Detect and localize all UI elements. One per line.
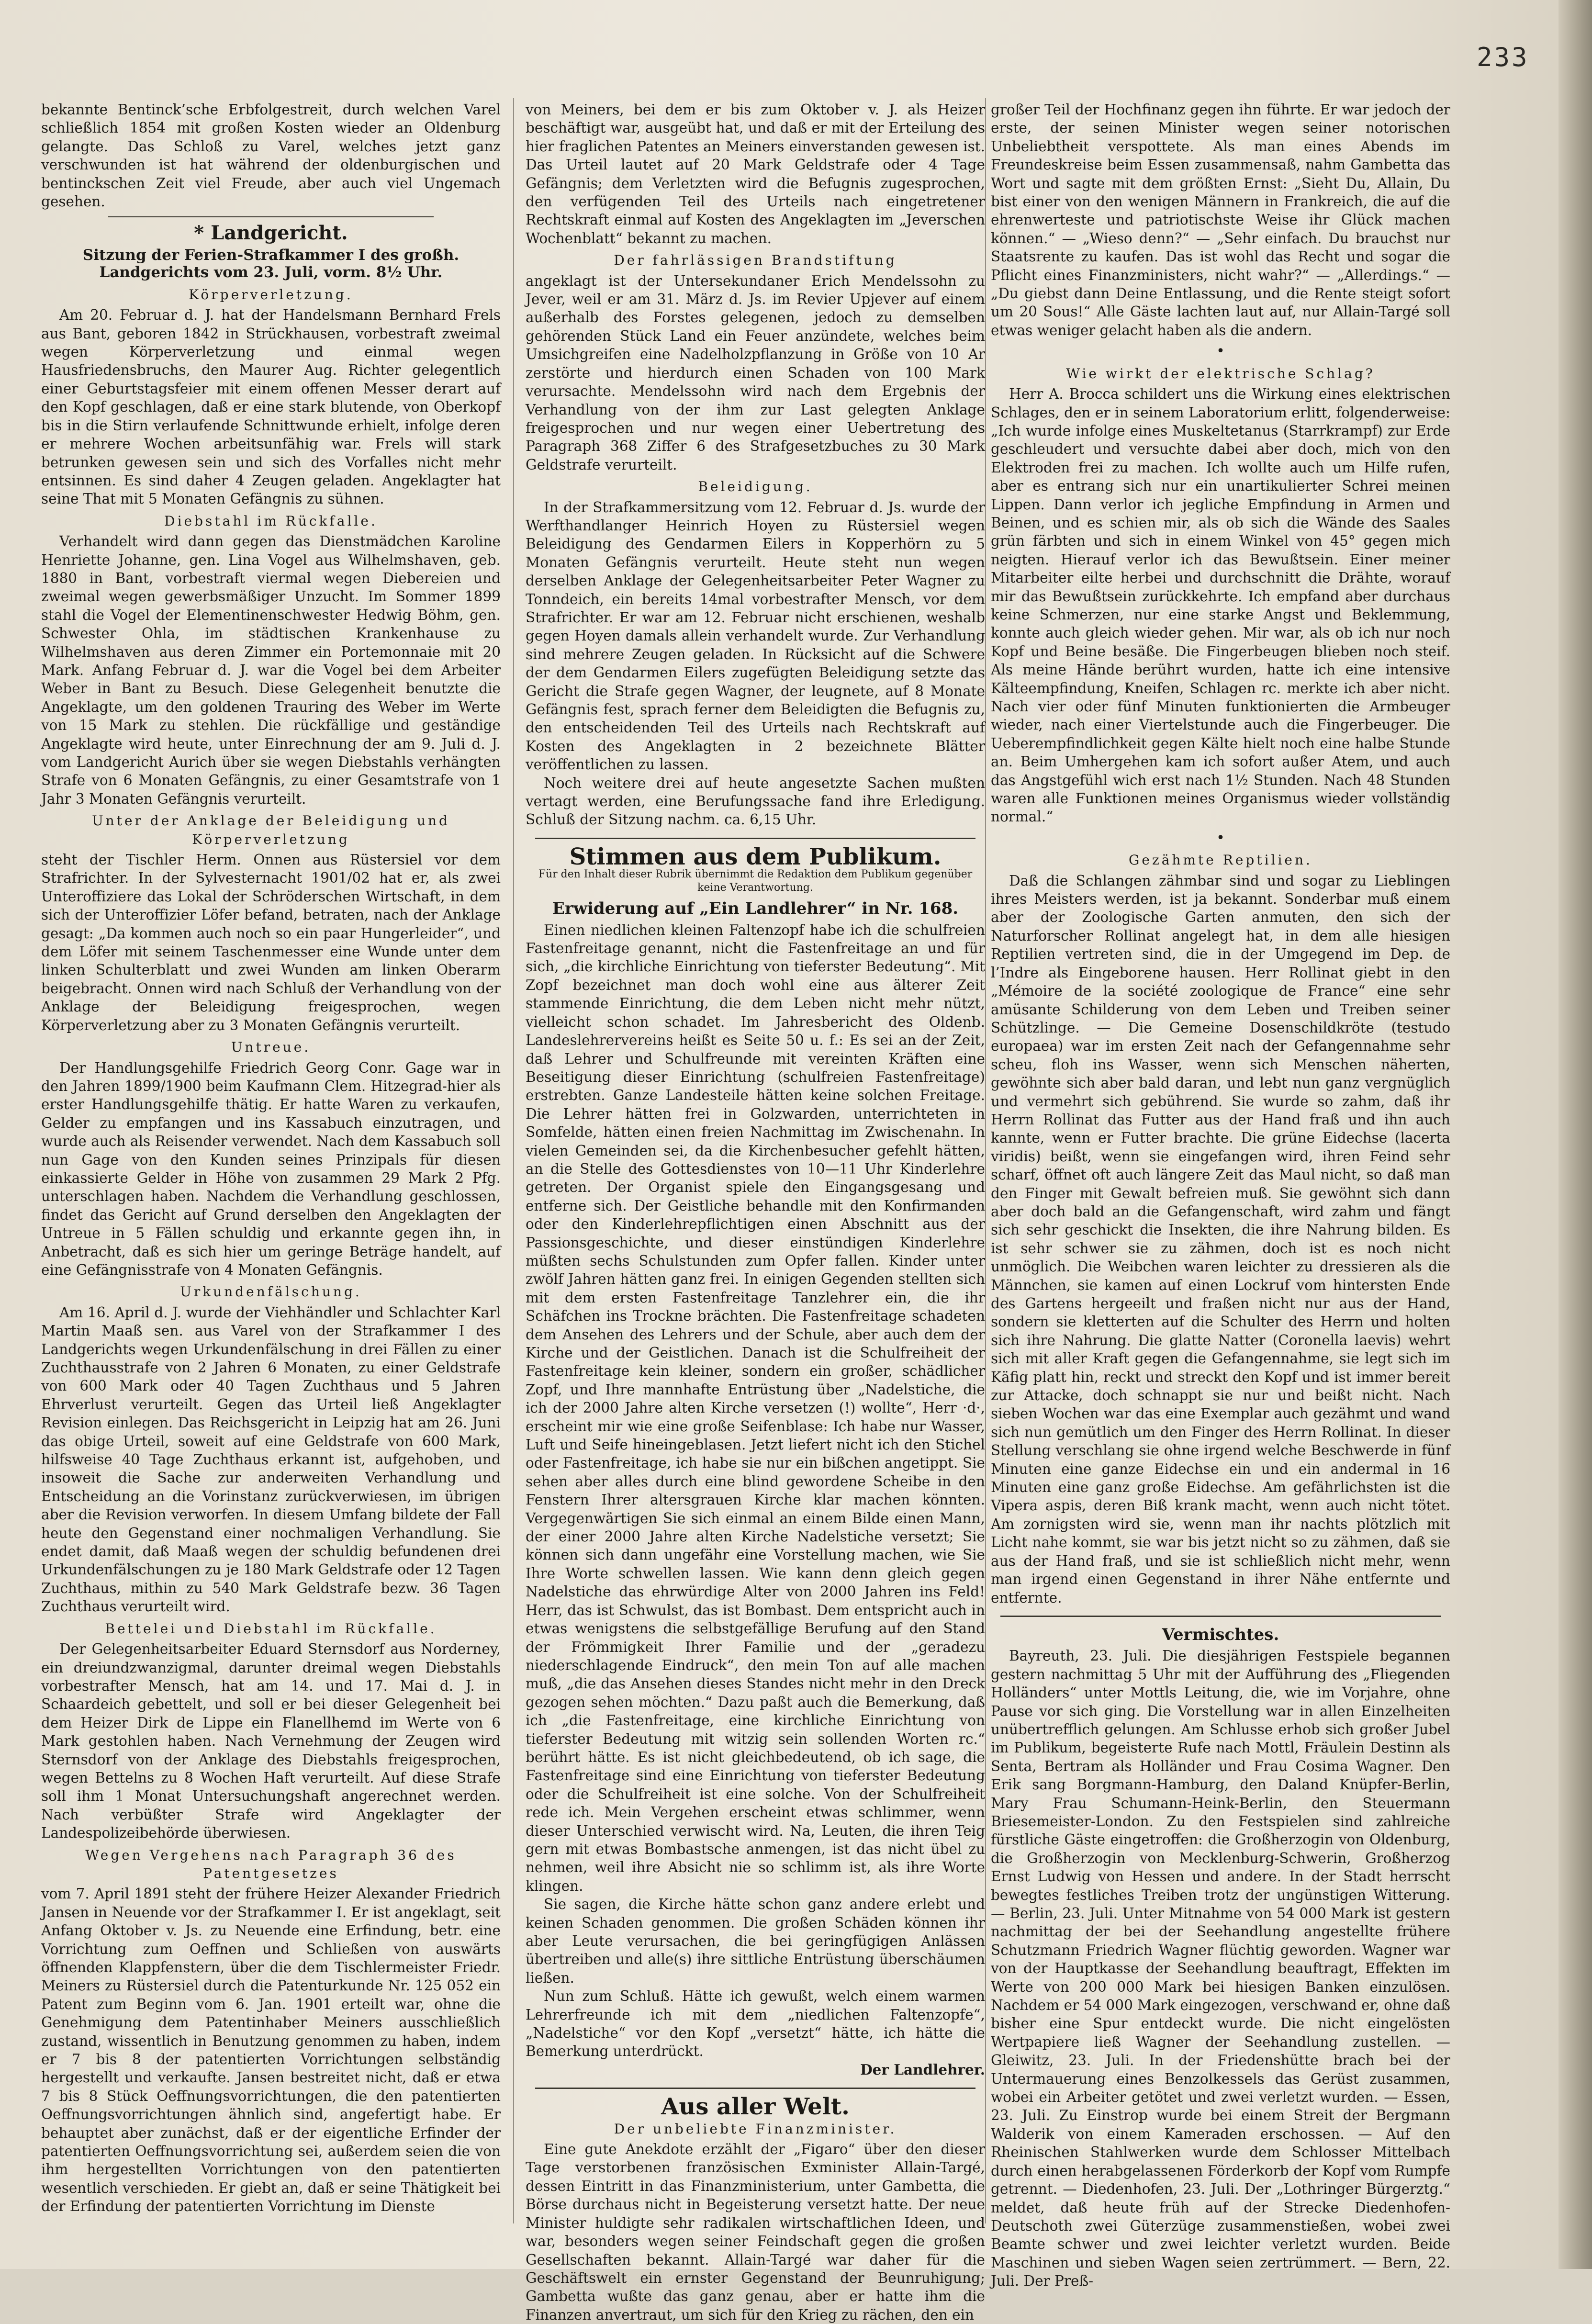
section-title: * Landgericht. xyxy=(194,222,348,245)
case-heading: Bettelei und Diebstahl im Rückfalle. xyxy=(105,1620,437,1637)
article-text: Bayreuth, 23. Juli. Die diesjährigen Festspiele begannen gestern nachmittag 5 Uhr mit der Aufführung des „Fliegenden Holländers“ unter Mottls Leitung, die, wie im Vorjahre, ohne Pause vor sich ging. Die Vorstellung war in allen Einzelheiten unübertrefflich gelungen. Am Schlusse erhob sich großer Jubel im Publikum, begeisterte Rufe nach Mottl, Fräulein Destinn als Senta, Bertram als Holländer und Frau Cosima Wagner. Den Erik sang Borgmann-Hamburg, den Daland Knüpfer-Berlin, Mary Frau Schumann-Heink-Berlin, den Steuermann Briesemeister-London. Zu den Festspielen sind zahlreiche fürstliche Gäste eingetroffen: die Großherzogin von Oldenburg, die Großherzogin von Mecklenburg-Schwerin, Großherzog Ernst Ludwig von Hessen und andere. In der Stadt herrscht bewegtes festliches Treiben trotz der ungünstigen Witterung. — Berlin, 23. Juli. Unter Mitnahme von 54 000 Mark ist gestern nachmittag der bei der Seehandlung angestellte frühere Schutzmann Friedrich Wagner flüchtig geworden. Wagner war von der Hauptkasse der Seehandlung beauftragt, Effekten im Werte von 200 000 Mark bei hiesigen Banken einzulösen. Nachdem er 54 000 Mark eingezogen, verschwand er, ohne daß bisher eine Spur entdeckt wurde. Die nicht eingelösten Wertpapiere ließ Wagner der Seehandlung zustellen. — Gleiwitz, 23. Juli. In der Friedenshütte brach bei der Untermauerung eines Benzolkessels das Gerüst zusammen, wobei ein Arbeiter getötet und zwei verletzt wurden. — Essen, 23. Juli. Zu Einstrop wurde bei einem Streit der Bergmann Walderik von einem Kameraden erschossen. — Auf den Rheinischen Stahlwerken wurde dem Schlosser Mittelbach durch einen herabgelassenen Förderkorb der Kopf vom Rumpfe getrennt. — Diedenhofen, 23. Juli. Der „Lothringer Bürgerztg.“ meldet, daß heute früh auf der Strecke Diedenhofen-Deutschoth zwei Güterzüge zusammenstießen, wobei zwei Beamte schwer und zwei leichter verletzt wurden. Beide Maschinen und sieben Wagen seien zertrümmert. — Bern, 22. Juli. Der Preß- xyxy=(991,1648,1450,2290)
article-text: vom 7. April 1891 steht der frühere Heizer Alexander Friedrich Jansen in Neuende vor der Strafkammer I. Er ist angeklagt, seit Anfang Oktober v. Js. zu Neuende eine Erfindung, betr. eine Vorrichtung zum Oeffnen und Schließen von auswärts öffnenden Klappfenstern, über die dem Tischlermeister Friedr. Meiners zu Rüstersiel durch die Patenturkunde Nr. 125 052 ein Patent zum Beginn vom 6. Jan. 1901 erteilt war, ohne die Genehmigung dem Patentinhaber Meiners ausschließlich zustand, wissentlich in Benutzung genommen zu haben, indem er 7 bis 8 der patentierten Vorrichtungen selbständig hergestellt und verkaufte. Jansen bestreitet nicht, daß er etwa 7 bis 8 Stück Oeffnungsvorrichtungen, die den patentierten Oeffnungsvorrichtungen ähnlich sind, angefertigt habe. Er behauptet aber zunächst, daß er der eigentliche Erfinder der patentierten Oeffnungsvorrichtung sei, außerdem seien die von ihm hergestellten Vorrichtungen von den patentierten wesentlich verschieden. Er giebt an, daß er seine Thätigkeit bei der Erfindung der patentierten Vorrichtung im Dienste xyxy=(41,1886,501,2215)
case-heading: Diebstahl im Rückfalle. xyxy=(164,513,378,529)
section-title: Stimmen aus dem Publikum. xyxy=(569,843,942,870)
article-text: Der Handlungsgehilfe Friedrich Georg Conr. Gage war in den Jahren 1899/1900 beim Kaufmann Clem. Hitzegrad-hier als erster Handlungsgehilfe thätig. Er hatte Waren zu verkaufen, Gelder zu empfangen und ins Kassabuch einzutragen, und wurde auch als Reisender verwendet. Nach dem Kassabuch soll nun Gage von den Kunden seines Prinzipals für diesen einkassierte Gelder in Höhe von zusammen 29 Mark 2 Pfg. unterschlagen haben. Nachdem die Verhandlung geschlossen, findet das Gericht auf Grund derselben den Angeklagten der Untreue in 5 Fällen schuldig und erkannte gegen ihn, in Anbetracht, daß es sich hier um geringe Beträge handelt, auf eine Gefängnisstrafe von 4 Monaten Gefängnis. xyxy=(41,1059,501,1278)
article-text: Daß die Schlangen zähmbar sind und sogar zu Lieblingen ihres Meisters werden, ist ja bekannt. Sonderbar muß einem aber der Zoologische Garten anmuten, den sich der Naturforscher Rollinat angelegt hat, in dem alle hiesigen Reptilien vertreten sind, die in der Umgegend im Dep. de l’Indre als Eingeborene hausen. Herr Rollinat giebt in den „Mémoire de la société zoologique de France“ eine sehr amüsante Schilderung von dem Leben und Treiben seiner Schützlinge. — Die Gemeine Dosenschildkröte (testudo europaea) war im ersten Zeit nach der Gefangennahme sehr scheu, floh ins Wasser, wenn sich Menschen näherten, gewöhnte sich aber bald daran, und lebt nun ganz vergnüglich und vermehrt sich gebührend. Sie wurde so zahm, daß ihr Herrn Rollinat das Futter aus der Hand fraß und ihn auch kannte, wenn er Futter brachte. Die grüne Eidechse (lacerta viridis) beißt, wenn sie eingefangen wird, ihren Feind sehr scharf, öffnet oft auch längere Zeit das Maul nicht, so daß man den Finger mit Gewalt befreien muß. Sie gewöhnt sich dann aber doch bald an die Gefangenschaft, wird zahm und fängt sich sehr geschickt die Insekten, die ihre Nahrung bilden. Es ist sehr schwer sie zu zähmen, doch ist es noch nicht unmöglich. Die Weibchen waren leichter zu dressieren als die Männchen, sie kamen auf einen Lockruf vom hintersten Ende des Gartens hergeeilt und fraßen nicht nur aus der Hand, sondern sie kletterten auf die Schulter des Herrn und holten sich ihre Nahrung. Die glatte Natter (Coronella laevis) wehrt sich mit aller Kraft gegen die Gefangennahme, sie legt sich im Käfig platt hin, reckt und streckt den Kopf und ist immer bereit zur Attacke, doch schnappt sie nur und beißt nicht. Nach sieben Wochen war das eine Exemplar auch gezähmt und wand sich nun gemütlich um den Finger des Herrn Rollinat. In dieser Stellung verschlang sie ohne irgend welche Beschwerde in fünf Minuten eine ganze Eidechse ein und ein andermal in 16 Minuten eine ganz große Eidechse. Am gefährlichsten ist die Vipera aspis, deren Biß krank macht, wenn auch nicht tötet. Am zornigsten wird sie, wenn man ihr nachts plötzlich mit Licht nahe kommt, sie war bis jetzt nicht so zu zähmen, daß sie aus der Hand fraß, und sie ist schließlich nicht mehr, wenn man irgend einen Gegenstand in ihrer Nähe entfernte und entfernte. xyxy=(991,872,1450,1606)
article-heading: Gezähmte Reptilien. xyxy=(1129,852,1312,868)
article-text: Am 16. April d. J. wurde der Viehhändler und Schlachter Karl Martin Maaß sen. aus Varel von der Strafkammer I des Landgerichts wegen Urkundenfälschung in drei Fällen zu einer Zuchthausstrafe von 2 Jahren 6 Monaten, zu einer Geldstrafe von 600 Mark oder 40 Tagen Zuchthaus und 5 Jahren Ehrverlust verurteilt. Gegen das Urteil ließ Angeklagter Revision einlegen. Das Reichsgericht in Leipzig hat am 26. Juni das obige Urteil, soweit auf eine Geldstrafe von 600 Mark, hilfsweise 40 Tage Zuchthaus erkannt ist, aufgehoben, und insoweit die Sache zur anderweiten Verhandlung und Entscheidung an die Vorinstanz zurückverwiesen, im übrigen aber die Revision verworfen. In diesem Umfang bildete der Fall heute den Gegenstand einer nochmaligen Verhandlung. Sie endet damit, daß Maaß wegen der schuldig befundenen drei Urkundenfälschungen zu je 180 Mark Geldstrafe oder 12 Tagen Zuchthaus, mithin zu 540 Mark Geldstrafe bezw. 36 Tagen Zuchthaus verurteilt wird. xyxy=(41,1304,501,1615)
article-text: steht der Tischler Herm. Onnen aus Rüstersiel vor dem Strafrichter. In der Sylvesternacht 1901/02 hat er, als zwei Unteroffiziere das Lokal der Schröderschen Wirtschaft, in dem sich der Unteroffizier Löfer befand, betraten, nach der Anklage gesagt: „Da kommen auch noch so ein paar Hungerleider“, und dem Löfer mit seinem Taschenmesser eine Wunde unter dem linken Schulterblatt und zwei Wunden am linken Oberarm beigebracht. Onnen wird nach Schluß der Verhandlung von der Anklage der Beleidigung freigesprochen, wegen Körperverletzung aber zu 3 Monaten Gefängnis verurteilt. xyxy=(41,852,501,1033)
case-heading: Wegen Vergehens nach Paragraph 36 des Patentgesetzes xyxy=(85,1847,457,1881)
column-3 xyxy=(991,101,1450,2290)
column-divider xyxy=(513,98,514,2223)
page-number: 233 xyxy=(1477,42,1529,72)
book-edge xyxy=(1558,0,1592,2269)
article-signature: Der Landlehrer. xyxy=(860,2061,985,2078)
article-text: Am 20. Februar d. J. hat der Handelsmann Bernhard Frels aus Bant, geboren 1842 in Strückhausen, vorbestraft zweimal wegen Körperverletzung und einmal wegen Hausfriedensbruchs, den Maurer Aug. Richter gelegentlich einer Geburtstagsfeier mit einem offenen Messer derart auf den Kopf geschlagen, daß er eine stark blutende, von Oberkopf bis in die Stirn verlaufende Schnittwunde erhielt, infolge deren er mehrere Wochen arbeitsunfähig war. Frels will stark betrunken gewesen sein und sich des Vorfalles nicht mehr entsinnen. Es sind daher 4 Zeugen geladen. Angeklagter hat seine That mit 5 Monaten Gefängnis zu sühnen. xyxy=(41,307,501,507)
case-heading: Der fahrlässigen Brandstiftung xyxy=(614,252,897,269)
section-subtitle: Sitzung der Ferien-Strafkammer I des großh. Landgerichts vom 23. Juli, vorm. 8½ Uhr. xyxy=(82,246,460,281)
article-text: Einen niedlichen kleinen Faltenzopf habe ich die schulfreien Fastenfreitage genannt, nicht die Fastenfreitage an und für sich, „die kirchliche Einrichtung von tieferster Bedeutung“. Mit Zopf bezeichnet man doch wohl eine aus älterer Zeit stammende Einrichtung, die dem Leben nicht mehr nützt, vielleicht schon schadet. Im Jahresbericht des Oldenb. Landeslehrervereins heißt es Seite 50 u. f.: Es sei an der Zeit, daß Lehrer und Schulfreunde mit vereinten Kräften eine Beseitigung dieser Einrichtung (schulfreien Fastenfreitage) erstrebten. Ganze Landesteile hätten keine solchen Freitage. Die Lehrer hätten frei in Golzwarden, unterrichteten in Somfelde, hätten einen freien Nachmittag im Zwischenahn. In vielen Gemeinden sei, da die Kirchenbesucher gefehlt hätten, an die Stelle des Gottesdienstes von 10—11 Uhr Kinderlehre getreten. Der Organist spiele den Eingangsgesang und entferne sich. Der Geistliche behandle mit den Konfirmanden oder den Kinderlehrepflichtigen einen Abschnitt aus der Passionsgeschichte, und dieser einstündigen Kinderlehre müßten sechs Schulstunden zum Opfer fallen. Kinder unter zwölf Jahren hätten ganz frei. In einigen Gegenden stellten sich mit dem ersten Fastenfreitage Tanzlehrer ein, die ihr Schäfchen ins Trockne brächten. Die Fastenfreitage schadeten dem Ansehen des Lehrers und der Schule, aber auch dem der Kirche und der Geistlichen. Danach ist die Schulfreiheit der Fastenfreitage kein kleiner, sondern ein großer, schädlicher Zopf, und Ihre mannhafte Entrüstung über „Nadelstiche, die ich der 2000 Jahre alten Kirche versetzen (!) wollte“, Herr ·d·, erscheint mir wie eine große Seifenblase: Ich habe nur Wasser, Luft und Seife hineingeblasen. Jetzt liefert nicht ich den Stichel oder Fastenfreitage, ich habe sie nur ein bißchen angetippt. Sie sehen aber alles durch eine blind gewordene Scheibe in den Fenstern Ihrer altersgrauen Kirche klar machen könnten. Vergegenwärtigen Sie sich einmal an einem Bilde einen Mann, der einer 2000 Jahre alten Kirche Nadelstiche versetzt; Sie können sich dann ungefähr eine Vorstellung machen, wie Sie Ihre Worte schwellen lassen. Wie kann denn gleich gegen Nadelstiche das ehrwürdige Alter von 2000 Jahren ins Feld! Herr, das ist Schwulst, das ist Bombast. Dem entspricht auch in etwas wenigstens die selbstgefällige Berufung auf den Stand der Frömmigkeit Ihrer Familie und der „geradezu niederschlagende Eindruck“, den mein Ton auf alle machen muß, „die das Ansehen dieses Standes nicht mehr in den Dreck gezogen sehen möchten.“ Dazu paßt auch die Bemerkung, daß ich „die Fastenfreitage, eine kirchliche Einrichtung von tieferster Bedeutung mit witzig sein sollenden Worten rc.“ berührt hätte. Es ist nicht gleichbedeutend, ob ich sage, die Fastenfreitage sind eine Einrichtung von tieferster Bedeutung oder die Schulfreiheit ist eine solche. Von der Schulfreiheit rede ich. Mein Vergehen erscheint etwas schlimmer, wenn dieser Unterschied verwischt wird. Na, Leuten, die ihren Teig gern mit etwas Bombastsche anmengen, ist das nicht übel zu nehmen, weil ihre Absicht nie so schlimm ist, als ihre Worte klingen. xyxy=(526,921,985,1894)
article-heading: Wie wirkt der elektrische Schlag? xyxy=(1066,365,1375,382)
article-text: Eine gute Anekdote erzählt der „Figaro“ über den dieser Tage verstorbenen französischen Exminister Allain-Targé, dessen Eintritt in das Finanzministerium, unter Gambetta, die Börse durchaus nicht in Begeisterung versetzt hatte. Der neue Minister huldigte sehr radikalen wirtschaftlichen Ideen, und war, besonders wegen seiner Feindschaft gegen die großen Gesellschaften bekannt. Allain-Targé war daher für die Geschäftswelt ein ernster Gegenstand der Beunruhigung; Gambetta wußte das ganz genau, aber er hatte ihm die Finanzen anvertraut, um sich für den Krieg zu rächen, den ein xyxy=(526,2141,985,2323)
section-title: Vermischtes. xyxy=(1162,1625,1279,1644)
article-title: Erwiderung auf „Ein Landlehrer“ in Nr. 168. xyxy=(552,899,959,919)
article-heading: Der unbeliebte Finanzminister. xyxy=(614,2121,897,2137)
case-heading: Unter der Anklage der Beleidigung und Körperverletzung xyxy=(92,813,450,847)
case-heading: Körperverletzung. xyxy=(189,286,353,303)
divider xyxy=(535,2088,975,2089)
article-text: bekannte Bentinck’sche Erbfolgestreit, durch welchen Varel schließlich 1854 mit großen Kosten wieder an Oldenburg gelangte. Das Schloß zu Varel, welches jetzt ganz verschwunden ist hat während der oldenburgischen und bentinckschen Zeit viel Freude, aber auch viel Ungemach gesehen. xyxy=(41,101,501,210)
section-title: Aus aller Welt. xyxy=(661,2093,850,2121)
column-1 xyxy=(41,101,501,2216)
article-text: Nun zum Schluß. Hätte ich gewußt, welch einem warmen Lehrerfreunde ich mit dem „niedlichen Faltenzopfe“, „Nadelstiche“ vor den Kopf „versetzt“ hätte, ich hätte die Bemerkung unterdrückt. xyxy=(526,1988,985,2060)
separator-star-icon: • xyxy=(1216,829,1225,846)
article-text: Noch weitere drei auf heute angesetzte Sachen mußten vertagt werden, eine Berufungssache fand ihre Erledigung. Schluß der Sitzung nachm. ca. 6,15 Uhr. xyxy=(526,775,985,828)
article-text: großer Teil der Hochfinanz gegen ihn führte. Er war jedoch der erste, der seinen Minister wegen seiner notorischen Unbeliebtheit verspottete. Als man eines Abends im Freundeskreise beim Essen zusammensaß, nahm Gambetta das Wort und sagte mit dem größten Ernst: „Sieht Du, Allain, Du bist einer von den wenigen Männern in Frankreich, die auf die ehrenwerteste und patriotischste Weise ihr Glück machen können.“ — „Wieso denn?“ — „Sehr einfach. Du brauchst nur Staatsrente zu kaufen. Das ist wohl das Recht und sogar die Pflicht eines Finanzministers, nicht wahr?“ — „Allerdings.“ — „Du giebst dann Deine Entlassung, und die Rente steigt sofort um 20 Sous!“ Alle Gäste lachten laut auf, nur Allain-Targé soll etwas weniger gelacht haben als die andern. xyxy=(991,101,1450,338)
column-2 xyxy=(526,101,985,2324)
separator-star-icon: • xyxy=(1216,343,1225,360)
article-text: von Meiners, bei dem er bis zum Oktober v. J. als Heizer beschäftigt war, ausgeübt hat, und daß er mit der Erteilung des hier fraglichen Patentes an Meiners einverstanden gewesen ist. Das Urteil lautet auf 20 Mark Geldstrafe oder 4 Tage Gefängnis; dem Verletzten wird die Befugnis zugesprochen, den verfügenden Teil des Urteils nach eingetretener Rechtskraft einmal auf Kosten des Angeklagten im „Jeverschen Wochenblatt“ bekannt zu machen. xyxy=(526,101,985,247)
column-divider xyxy=(985,98,986,2223)
editorial-note: Für den Inhalt dieser Rubrik übernimmt die Redaktion dem Publikum gegenüber keine Verantwortung. xyxy=(538,868,973,894)
article-text: Der Gelegenheitsarbeiter Eduard Sternsdorf aus Norderney, ein dreiundzwanzigmal, darunter dreimal wegen Diebstahls vorbestrafter Mensch, hat am 14. und 17. Mai d. J. in Schaardeich gebettelt, und soll er bei dieser Gelegenheit bei dem Heizer Dirk de Lippe ein Flanellhemd im Werte von 6 Mark gestohlen haben. Nach Vernehmung der Zeugen wird Sternsdorf von der Anklage des Diebstahls freigesprochen, wegen Bettelns zu 8 Wochen Haft verurteilt. Auf diese Strafe soll ihm 1 Monat Untersuchungshaft angerechnet werden. Nach verbüßter Strafe wird Angeklagter der Landespolizeibehörde überwiesen. xyxy=(41,1641,501,1841)
article-text: angeklagt ist der Untersekundaner Erich Mendelssohn zu Jever, weil er am 31. März d. Js. im Revier Upjever auf einem außerhalb des Forstes gelegenen, jedoch zu demselben gehörenden Stück Land ein Feuer anzündete, welches beim Umsichgreifen eine Nadelholzpflanzung in Größe von 10 Ar zerstörte und hierdurch einen Schaden von 100 Mark verursachte. Mendelssohn wird nach dem Ergebnis der Verhandlung von der ihm zur Last gelegten Anklage freigesprochen und nur wegen einer Uebertretung des Paragraph 368 Ziffer 6 des Strafgesetzbuches zu 30 Mark Geldstrafe verurteilt. xyxy=(526,272,985,473)
article-text: Herr A. Brocca schildert uns die Wirkung eines elektrischen Schlages, den er in seinem Laboratorium erlitt, folgenderweise: „Ich wurde infolge eines Muskeltetanus (Starrkrampf) zur Erde geschleudert und versuchte dabei aber doch, mich von den Elektroden frei zu machen. Ich wollte auch um Hilfe rufen, aber es entrang sich nur ein unartikulierter Schrei meinen Lippen. Dann verlor ich jegliche Empfindung in Armen und Beinen, und es schien mir, als ob sich die Wände des Saales grün färbten und sich in einem Winkel von 45° gegen mich neigten. Hierauf verlor ich das Bewußtsein. Einer meiner Mitarbeiter eilte herbei und durchschnitt die Drähte, worauf mir das Bewußtsein zurückkehrte. Ich empfand aber durchaus keine Schmerzen, nur eine starke Angst und Beklemmung, konnte auch gleich wieder gehen. Mir war, als ob ich nur noch Kopf und Beine besäße. Die Fingerbeugen blieben noch steif. Als meine Hände berührt wurden, hatte ich eine intensive Kälteempfindung, Kneifen, Schlagen rc. merkte ich aber nicht. Nach vier oder fünf Minuten funktionierten die Armbeuger wieder, nach einer Viertelstunde auch die Fingerbeuger. Die Ueberempfindlichkeit gegen Kälte hielt noch eine halbe Stunde an. Beim Umhergehen kam ich sofort außer Atem, und auch das Angstgefühl wich erst nach 1½ Stunden. Nach 48 Stunden waren alle Funktionen meines Organismus wieder vollständig normal.“ xyxy=(991,386,1450,825)
case-heading: Beleidigung. xyxy=(698,479,813,495)
case-heading: Untreue. xyxy=(231,1039,311,1055)
case-heading: Urkundenfälschung. xyxy=(180,1284,362,1300)
article-text: Sie sagen, die Kirche hätte schon ganz andere erlebt und keinen Schaden genommen. Die großen Schäden können ihr aber Leute verursachen, die bei geringfügigen Anlässen übertreiben und alle(s) ihre sittliche Entrüstung überschäumen ließen. xyxy=(526,1896,985,1986)
article-text: In der Strafkammersitzung vom 12. Februar d. Js. wurde der Werfthandlanger Heinrich Hoyen zu Rüstersiel wegen Beleidigung des Gendarmen Eilers in Kopperhörn zu 5 Monaten Gefängnis verurteilt. Heute steht nun wegen derselben Anklage der Gelegenheitsarbeiter Peter Wagner zu Tonndeich, ein bereits 14mal vorbestrafter Mensch, vor dem Strafrichter. Er war am 12. Februar nicht erschienen, weshalb gegen Hoyen damals allein verhandelt wurde. Zur Verhandlung sind mehrere Zeugen geladen. In Rücksicht auf die Schwere der dem Gendarmen Eilers zugefügten Beleidigung setzte das Gericht die Strafe gegen Wagner, der leugnete, auf 8 Monate Gefängnis fest, sprach ferner dem Beleidigten die Befugnis zu, den entscheidenden Teil des Urteils nach Rechtskraft auf Kosten des Angeklagten in 2 bezeichnete Blätter veröffentlichen zu lassen. xyxy=(526,499,985,773)
divider xyxy=(1000,1616,1441,1617)
article-text: Verhandelt wird dann gegen das Dienstmädchen Karoline Henriette Johanne, gen. Lina Vogel aus Wilhelmshaven, geb. 1880 in Bant, vorbestraft viermal wegen Diebereien und zweimal wegen gewerbsmäßiger Unzucht. Im Sommer 1899 stahl die Vogel der Elementinenschwester Hedwig Böhm, gen. Schwester Ohla, im städtischen Krankenhause zu Wilhelmshaven aus deren Zimmer ein Portemonnaie mit 20 Mark. Anfang Februar d. J. war die Vogel bei dem Arbeiter Weber in Bant zu Besuch. Diese Gelegenheit benutzte die Angeklagte, um den goldenen Trauring des Weber im Werte von 15 Mark zu stehlen. Die rückfällige und geständige Angeklagte wird heute, unter Einrechnung der am 9. Juli d. J. vom Landgericht Aurich über sie wegen Diebstahls verhängten Strafe von 6 Monaten Gefängnis, zu einer Gesamtstrafe von 1 Jahr 3 Monaten Gefängnis verurteilt. xyxy=(41,533,501,807)
divider xyxy=(108,216,434,217)
divider xyxy=(535,838,975,839)
